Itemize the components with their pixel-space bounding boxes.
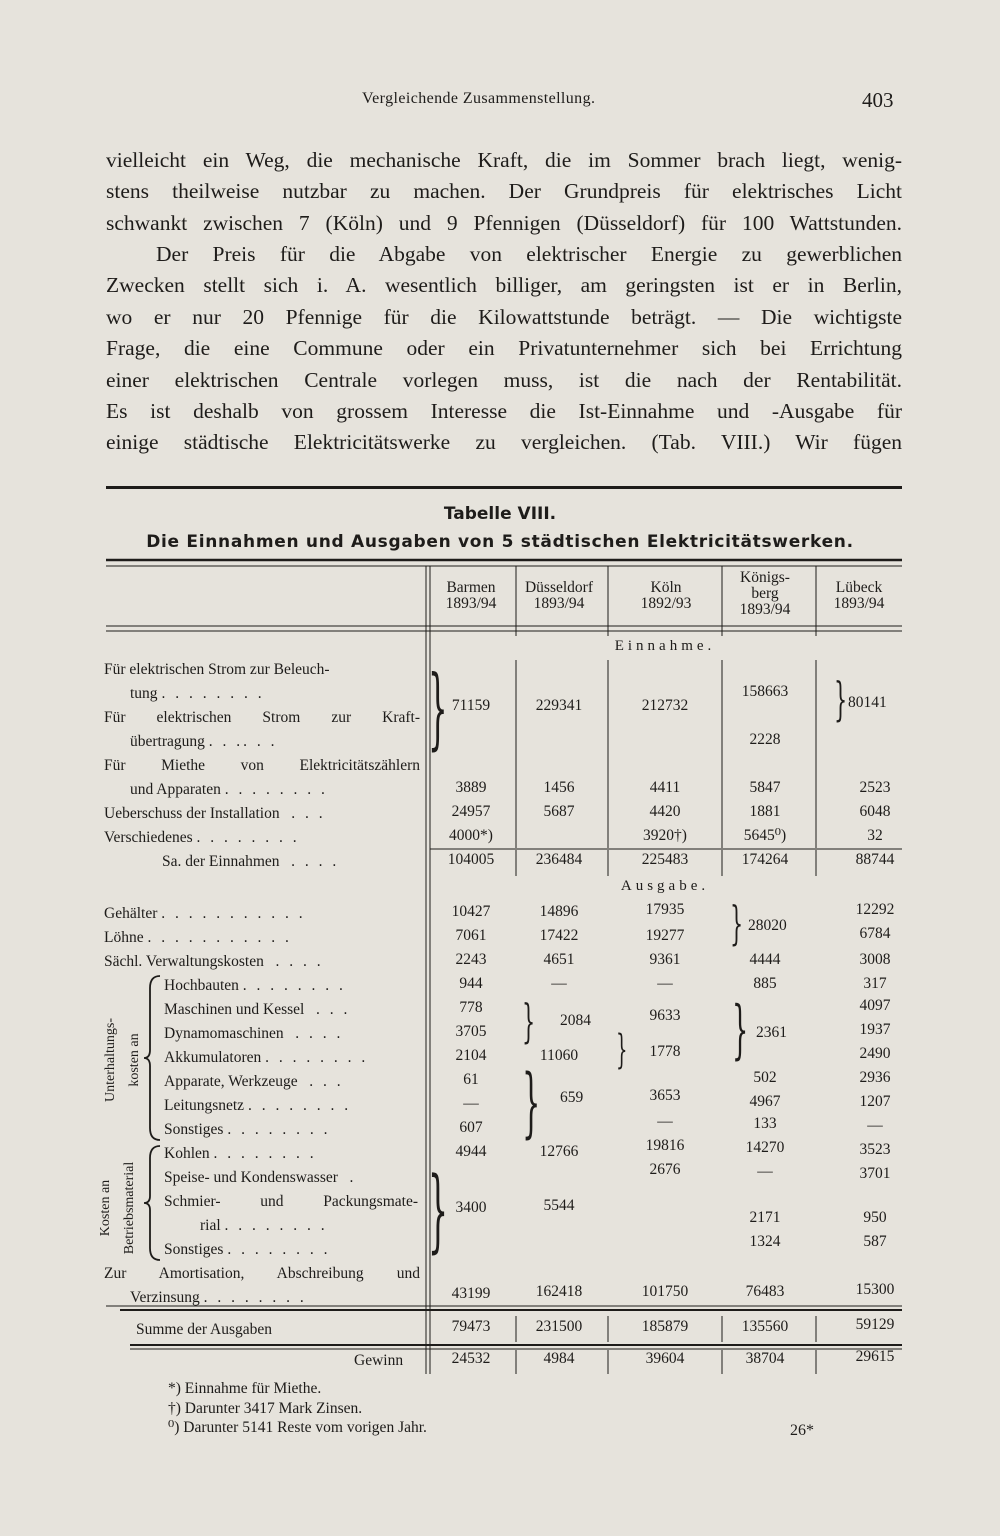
cell: 76483: [745, 1283, 785, 1300]
group-brace: [144, 1144, 164, 1262]
row-label-text: Akkumulatoren: [164, 1049, 262, 1066]
row-label: [164, 1097, 351, 1115]
section-ausgabe: Ausgabe.: [620, 878, 710, 894]
row-label-text: Maschinen und Kessel: [164, 1001, 305, 1018]
row-label: [104, 805, 326, 823]
cell: 2243: [455, 951, 487, 968]
leader-dots: . . . . . . . .: [161, 685, 265, 702]
leader-dots: . . . .: [291, 853, 340, 870]
cell: 229341: [535, 697, 583, 714]
signature-mark: 26*: [790, 1422, 814, 1439]
brace-right: }: [834, 672, 848, 726]
cell: 225483: [641, 851, 689, 868]
brace-right: }: [732, 993, 749, 1067]
cell: 4000*): [449, 827, 493, 844]
row-label: Schmier- und Packungsmate-: [164, 1193, 418, 1210]
cell: 133: [753, 1115, 777, 1132]
col-header-koenigsberg: [722, 570, 808, 618]
cell: 2523: [859, 779, 891, 796]
leader-dots: . . . . . . . . . . .: [161, 905, 306, 922]
paragraph-2: [106, 239, 902, 459]
footnote-mark: †): [168, 1400, 181, 1417]
side-label-betrieb-1: Kosten an: [98, 1179, 113, 1237]
running-title: Vergleichende Zusammenstellung.: [362, 90, 596, 107]
row-label: Für Miethe von Elektricitätszählern: [104, 757, 420, 774]
footnote: [168, 1380, 321, 1398]
col-header-barmen: [428, 580, 514, 612]
row-label-text: rial: [200, 1217, 221, 1234]
cell: 9633: [649, 1007, 681, 1024]
row-label: [130, 1289, 307, 1307]
leader-dots: . . . . . . . .: [227, 1121, 331, 1138]
leader-dots: . . . .: [295, 1025, 344, 1042]
cell: 5847: [749, 779, 781, 796]
text-line: schwankt zwischen 7 (Köln) und 9 Pfennigen (Düsseldorf) für 100 Wattstunden.: [106, 210, 902, 235]
footnote-text: Darunter 3417 Mark Zinsen.: [184, 1400, 363, 1417]
cell: 6784: [859, 925, 891, 942]
cell: 185879: [641, 1318, 689, 1335]
col-name: berg: [751, 585, 779, 602]
leader-dots: . . .: [208, 733, 244, 750]
page-number: 403: [862, 88, 894, 112]
running-header: [0, 90, 1000, 114]
row-label-text: Sonstiges: [164, 1241, 224, 1258]
cell: 38704: [745, 1350, 785, 1367]
col-header-duesseldorf: [516, 580, 602, 612]
cell: 778: [459, 999, 483, 1016]
text-line: vielleicht ein Weg, die mechanische Kraft, die im Sommer brach liegt, wenig-: [106, 148, 902, 172]
text-line: Der Preis für die Abgabe von elektrischer Energie zu gewerblichen: [156, 242, 902, 266]
leader-dots: . . .: [309, 1073, 344, 1090]
cell: 1456: [543, 779, 575, 796]
footnote-mark: ⁰): [168, 1419, 180, 1436]
row-label-text: übertragung: [130, 733, 205, 750]
row-label-text: Kohlen: [164, 1145, 210, 1162]
row-label: Speise- und Kondenswasser .: [164, 1169, 357, 1186]
side-label-unterhaltung-1: Unterhaltungs-: [103, 1018, 118, 1102]
cell: —: [657, 1113, 673, 1130]
row-label-gewinn: Gewinn: [354, 1352, 404, 1369]
cell: 2676: [649, 1161, 681, 1178]
row-label-text: Dynamomaschinen: [164, 1025, 284, 1042]
cell: 3705: [455, 1023, 487, 1040]
text-line: stens theilweise nutzbar zu machen. Der Grundpreis für elektrisches Licht: [106, 179, 902, 204]
cell: 7061: [455, 927, 487, 944]
cell: 231500: [535, 1318, 583, 1335]
row-label-text: Sonstiges: [164, 1121, 224, 1138]
row-label: [164, 1241, 330, 1259]
cell: 3701: [859, 1165, 891, 1182]
cell: 3008: [859, 951, 891, 968]
row-label: Für elektrischen Strom zur Beleuch-: [104, 661, 330, 678]
col-year: 1893/94: [533, 595, 585, 612]
cell: 3653: [649, 1087, 681, 1104]
cell: 79473: [451, 1318, 491, 1335]
cell: 944: [459, 975, 483, 992]
leader-dots: . . . . . . . .: [227, 1241, 331, 1258]
group-brace: [144, 974, 164, 1142]
row-label: [104, 905, 306, 923]
section-einnahme: Einnahme.: [614, 638, 716, 654]
cell: 607: [459, 1119, 483, 1136]
row-label-text: Apparate, Werkzeuge: [164, 1073, 298, 1090]
cell: 2171: [749, 1209, 781, 1226]
row-label-text: und Apparaten: [130, 781, 221, 798]
row-label: [164, 1001, 350, 1019]
cell: —: [657, 975, 673, 992]
cell: 950: [863, 1209, 887, 1226]
footnote: [168, 1418, 427, 1437]
row-label: [164, 1145, 317, 1163]
brace-right: }: [730, 896, 744, 950]
leader-dots: . . . .: [275, 953, 324, 970]
cell: 659: [560, 1089, 584, 1106]
cell: 32: [867, 827, 883, 844]
footnote-text: Darunter 5141 Reste vom vorigen Jahr.: [183, 1419, 427, 1436]
col-year: 1893/94: [833, 595, 885, 612]
paragraph-1: [106, 145, 902, 239]
cell: 4984: [543, 1350, 575, 1367]
row-label: [130, 781, 328, 799]
footnote-mark: *): [168, 1380, 181, 1397]
row-label-text: Hochbauten: [164, 977, 239, 994]
cell: 14270: [745, 1139, 785, 1156]
col-name: Königs-: [740, 569, 790, 586]
cell: 2104: [455, 1047, 487, 1064]
row-label: [104, 929, 292, 947]
text-line: Es ist deshalb von grossem Interesse die Ist-Einnahme und -Ausgabe für: [106, 398, 902, 423]
footnote-text: Einnahme für Miethe.: [184, 1380, 322, 1397]
row-label-text: Sa. der Einnahmen: [162, 853, 280, 870]
cell: 14896: [539, 903, 579, 920]
cell: 1207: [859, 1093, 891, 1110]
col-name: Köln: [650, 579, 682, 596]
cell: 212732: [641, 697, 689, 714]
table-title: Die Einnahmen und Ausgaben von 5 städtischen Elektricitätswerken.: [146, 532, 854, 552]
cell: 4444: [749, 951, 781, 968]
cell: 885: [753, 975, 777, 992]
cell: 80141: [848, 694, 887, 711]
cell: 174264: [741, 851, 789, 868]
table-label: Tabelle VIII.: [443, 504, 557, 524]
cell: 317: [863, 975, 887, 992]
row-label-text: Speise- und Kondenswasser: [164, 1169, 338, 1186]
cell: 19277: [645, 927, 685, 944]
cell: 2228: [749, 731, 781, 748]
text-line: Frage, die eine Commune oder ein Privatunternehmer sich bei Errichtung: [106, 336, 902, 361]
cell: 2084: [560, 1012, 591, 1029]
cell: 2361: [756, 1024, 787, 1041]
cell: 3920†): [643, 827, 687, 844]
cell: 17422: [539, 927, 579, 944]
col-header-luebeck: [816, 580, 902, 612]
cell: 59129: [855, 1316, 895, 1333]
cell: —: [551, 975, 567, 992]
col-name: Barmen: [446, 579, 496, 596]
col-name: Düsseldorf: [524, 579, 594, 596]
top-rule: [106, 486, 902, 489]
cell: 10427: [451, 903, 491, 920]
row-label-text: Löhne: [104, 929, 144, 946]
row-label-text: Verzinsung: [130, 1289, 200, 1306]
cell: 17935: [645, 901, 685, 918]
leader-dots: . . . . . . . .: [196, 829, 300, 846]
cell: 12766: [539, 1143, 579, 1160]
cell: 71159: [451, 697, 491, 714]
cell: 1778: [649, 1043, 681, 1060]
leader-dots: . . . . . . . .: [265, 1049, 369, 1066]
cell: 2936: [859, 1069, 891, 1086]
leader-dots: . . .: [243, 733, 278, 750]
text-line: einer elektrischen Centrale vorlegen muss, ist die nach der Rentabilität.: [106, 367, 902, 392]
row-label: [104, 953, 324, 971]
brace-left: }: [428, 1158, 449, 1263]
cell: 104005: [447, 851, 495, 868]
col-name: Lübeck: [835, 579, 883, 596]
cell: —: [867, 1117, 883, 1134]
leader-dots: . . .: [291, 805, 326, 822]
cell: 135560: [741, 1318, 789, 1335]
col-year: 1892/93: [640, 595, 692, 612]
row-label: [130, 733, 278, 751]
cell: 29615: [855, 1348, 895, 1365]
leader-dots: . . . . . . . .: [213, 1145, 317, 1162]
row-label: [200, 1217, 328, 1235]
row-label-text: Sächl. Verwaltungskosten: [104, 953, 264, 970]
cell: 5544: [543, 1197, 575, 1214]
row-label: [164, 1121, 330, 1139]
cell: 4651: [543, 951, 575, 968]
text-line: Zwecken stellt sich i. A. wesentlich billiger, am geringsten ist er in Berlin,: [106, 273, 902, 298]
brace-right: }: [522, 1057, 541, 1146]
cell: 158663: [741, 683, 789, 700]
leader-dots: . . . . . . . .: [224, 1217, 328, 1234]
row-label-sum: [162, 853, 339, 871]
cell: 61: [463, 1071, 479, 1088]
brace-right: }: [616, 1027, 628, 1073]
cell: 9361: [649, 951, 681, 968]
cell: 4967: [749, 1093, 781, 1110]
cell: 4420: [649, 803, 681, 820]
cell: 1324: [749, 1233, 781, 1250]
leader-dots: . . . . . . . . . . .: [147, 929, 292, 946]
row-label-text: tung: [130, 685, 158, 702]
cell: 236484: [535, 851, 583, 868]
cell: 587: [863, 1233, 887, 1250]
col-header-koeln: [606, 580, 726, 612]
cell: 5687: [543, 803, 575, 820]
leader-dots: . . .: [315, 1001, 351, 1018]
row-label: [164, 1073, 344, 1091]
row-label-text: Gehälter: [104, 905, 158, 922]
row-label: [164, 1025, 343, 1043]
text-line: wo er nur 20 Pfennige für die Kilowattstunde beträgt. — Die wichtigste: [106, 304, 902, 329]
cell: 6048: [859, 803, 891, 820]
cell: —: [757, 1163, 773, 1180]
row-label-text: Leitungsnetz: [164, 1097, 245, 1114]
text-line: einige städtische Elektricitätswerke zu vergleichen. (Tab. VIII.) Wir fügen: [106, 430, 902, 455]
row-label-text: Verschiedenes: [104, 829, 193, 846]
col-year: 1893/94: [445, 595, 497, 612]
cell: 24957: [451, 803, 491, 820]
row-label: Zur Amortisation, Abschreibung und: [104, 1265, 420, 1282]
cell: 11060: [539, 1047, 579, 1064]
row-label-text: Ueberschuss der Installation: [104, 805, 280, 822]
cell: 88744: [855, 851, 895, 868]
cell: 162418: [535, 1283, 583, 1300]
leader-dots: . . . . . . . .: [224, 781, 328, 798]
brace-left: }: [428, 656, 448, 759]
cell: 43199: [451, 1285, 491, 1302]
col-year: 1893/94: [739, 601, 791, 618]
row-label: [164, 1049, 368, 1067]
leader-dots: . . . . . . . .: [242, 977, 346, 994]
row-label: [164, 977, 346, 995]
cell: 3400: [455, 1199, 487, 1216]
cell: 12292: [855, 901, 895, 918]
cell: 39604: [645, 1350, 685, 1367]
cell: 19816: [645, 1137, 685, 1154]
side-label-unterhaltung-2: kosten an: [127, 1033, 142, 1087]
cell: 4097: [859, 997, 891, 1014]
cell: 3889: [455, 779, 487, 796]
cell: 4944: [455, 1143, 487, 1160]
cell: 2490: [859, 1045, 891, 1062]
cell: —: [463, 1095, 479, 1112]
cell: 15300: [855, 1281, 895, 1298]
cell: 502: [753, 1069, 777, 1086]
leader-dots: . . . . . . . .: [247, 1097, 352, 1114]
row-label-sum: Summe der Ausgaben: [136, 1321, 273, 1338]
cell: 1937: [859, 1021, 891, 1038]
row-label: Für elektrischen Strom zur Kraft-: [104, 709, 420, 726]
brace-right: }: [522, 994, 536, 1048]
cell: 1881: [749, 803, 781, 820]
cell: 4411: [649, 779, 681, 796]
footnote: [168, 1400, 362, 1418]
side-label-betrieb-2: Betriebsmaterial: [122, 1161, 137, 1255]
cell: 101750: [641, 1283, 689, 1300]
cell: 5645⁰): [743, 827, 787, 844]
cell: 28020: [748, 917, 787, 934]
row-label: [104, 829, 300, 847]
row-label: [130, 685, 265, 703]
cell: 3523: [859, 1141, 891, 1158]
leader-dots: . . . . . . . .: [203, 1289, 307, 1306]
cell: 24532: [451, 1350, 491, 1367]
